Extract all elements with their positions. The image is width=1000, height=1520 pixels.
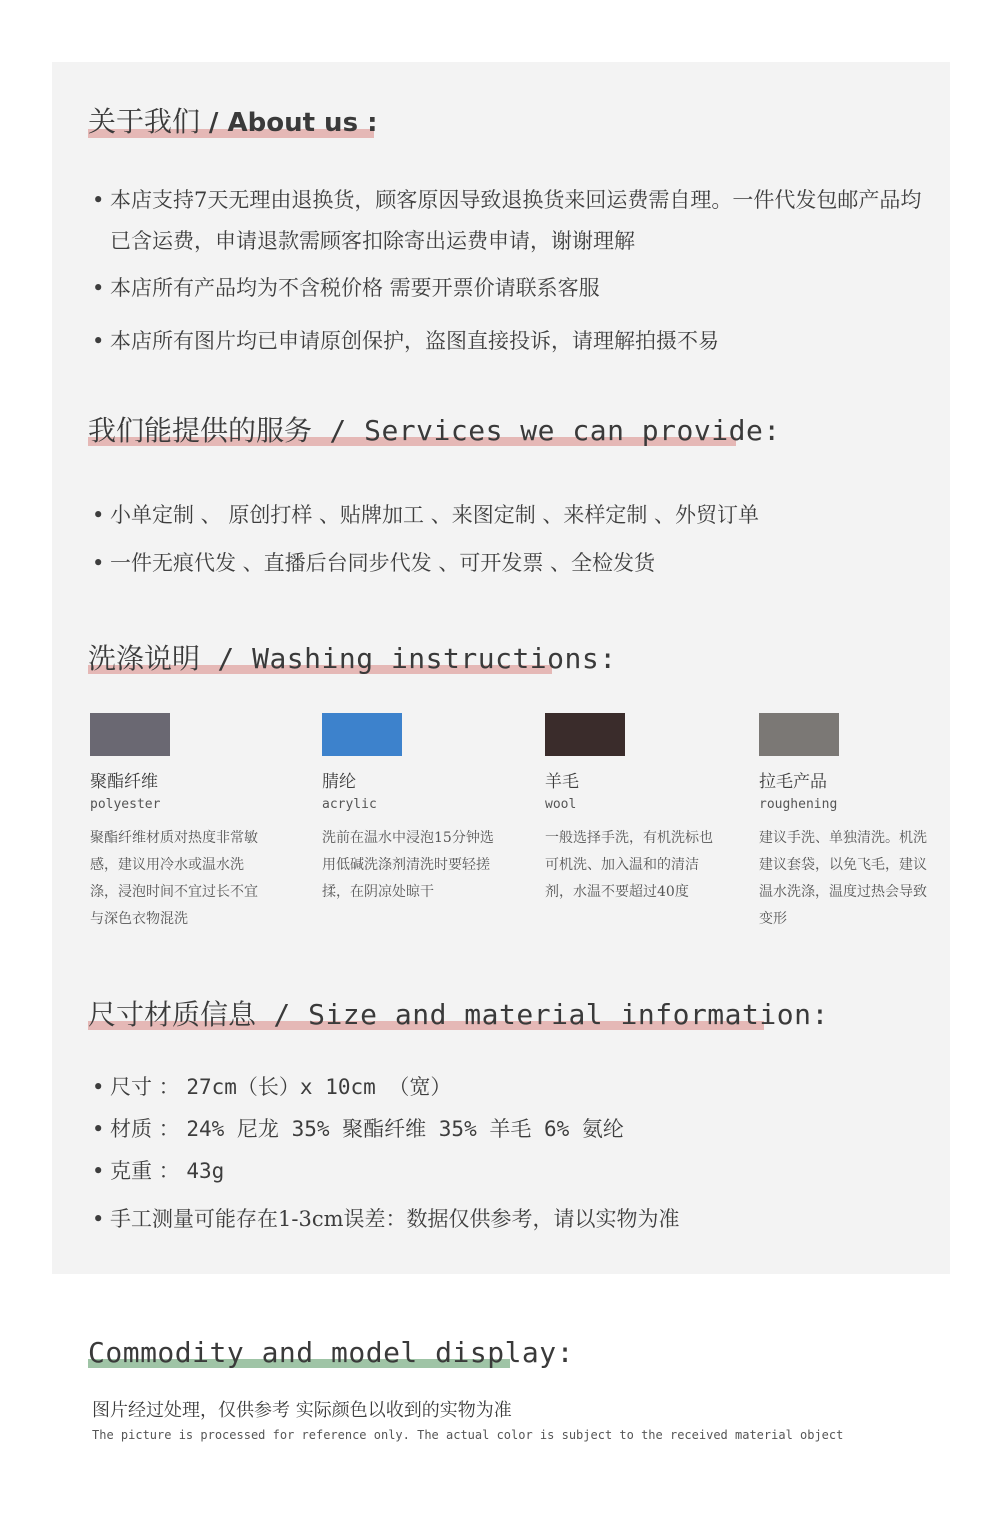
fabric-name-en: polyester [90,797,161,812]
size-title-zh: 尺寸材质信息 [88,998,257,1031]
weight-separator: ： [152,1159,187,1183]
fabric-swatch [759,713,839,756]
washing-title-en: / Washing instructions: [200,642,617,675]
about-title-en: / About us : [208,108,378,138]
display-note-zh: 图片经过处理，仅供参考 实际颜色以收到的实物为准 [92,1400,512,1421]
material-label: 材质 [110,1117,152,1141]
fabric-name-zh: 羊毛 [545,772,579,792]
services-heading [88,414,781,448]
services-title-zh: 我们能提供的服务 [88,414,313,447]
weight-value: 43g [186,1159,225,1183]
fabric-name-zh: 腈纶 [322,772,356,792]
fabric-name-zh: 拉毛产品 [759,772,827,792]
fabric-name-en: roughening [759,797,838,812]
material-separator: ： [152,1117,187,1141]
size-value: 27cm（长）x 10cm （宽） [186,1075,452,1099]
display-note-en: The picture is processed for reference only. The actual color is subject to the received material object [92,1428,844,1442]
washing-title-zh: 洗涤说明 [88,642,201,675]
about-item: • 本店所有产品均为不含税价格 需要开票价请联系客服 [92,268,922,309]
services-list [92,491,932,587]
fabric-name-en: wool [545,797,577,812]
fabric-swatch [545,713,625,756]
washing-heading [88,642,617,676]
size-separator: ： [152,1075,187,1099]
fabric-description: 一般选择手洗，有机洗标也可机洗、加入温和的清洁剂，水温不要超过40度 [545,830,713,900]
about-item: • 本店所有图片均已申请原创保护，盗图直接投诉，请理解拍摄不易 [92,321,922,362]
fabric-swatch [90,713,170,756]
measurement-note: • 手工测量可能存在1-3cm误差：数据仅供参考，请以实物为准 [92,1198,922,1240]
fabric-description: 洗前在温水中浸泡15分钟选用低碱洗涤剂清洗时要轻搓揉，在阴凉处晾干 [322,830,494,900]
service-item: • 一件无痕代发 、直播后台同步代发 、可开发票 、全检发货 [92,539,932,587]
fabric-swatch [322,713,402,756]
display-title: Commodity and model display: [88,1336,575,1369]
material-row [92,1108,922,1150]
display-heading [88,1336,574,1370]
fabric-polyester [90,713,270,933]
fabric-description: 建议手洗、单独清洗。机洗建议套袋，以免飞毛，建议温水洗涤，温度过热会导致变形 [759,830,927,927]
size-row [92,1066,922,1108]
about-list [92,180,922,362]
about-heading [88,105,378,140]
size-heading [88,998,829,1032]
fabric-wool [545,713,725,906]
fabric-roughening [759,713,939,933]
fabric-name-en: acrylic [322,797,377,812]
fabric-name-zh: 聚酯纤维 [90,772,158,792]
about-item: • 本店支持7天无理由退换货，顾客原因导致退换货来回运费需自理。一件代发包邮产品均已含运费，申请退款需顾客扣除寄出运费申请，谢谢理解 [92,180,922,262]
fabric-acrylic [322,713,502,906]
weight-label: 克重 [110,1159,152,1183]
fabric-description: 聚酯纤维材质对热度非常敏感，建议用冷水或温水洗涤，浸泡时间不宜过长不宜与深色衣物混洗 [90,830,258,927]
about-title-zh: 关于我们 [88,105,201,138]
services-title-en: / Services we can provide: [312,414,781,447]
service-item: • 小单定制 、 原创打样 、贴牌加工 、来图定制 、来样定制 、外贸订单 [92,491,932,539]
size-label: 尺寸 [110,1075,152,1099]
size-list [92,1066,922,1240]
material-value: 24% 尼龙 35% 聚酯纤维 35% 羊毛 6% 氨纶 [186,1117,624,1141]
size-title-en: / Size and material information: [256,998,829,1031]
weight-row [92,1150,922,1192]
